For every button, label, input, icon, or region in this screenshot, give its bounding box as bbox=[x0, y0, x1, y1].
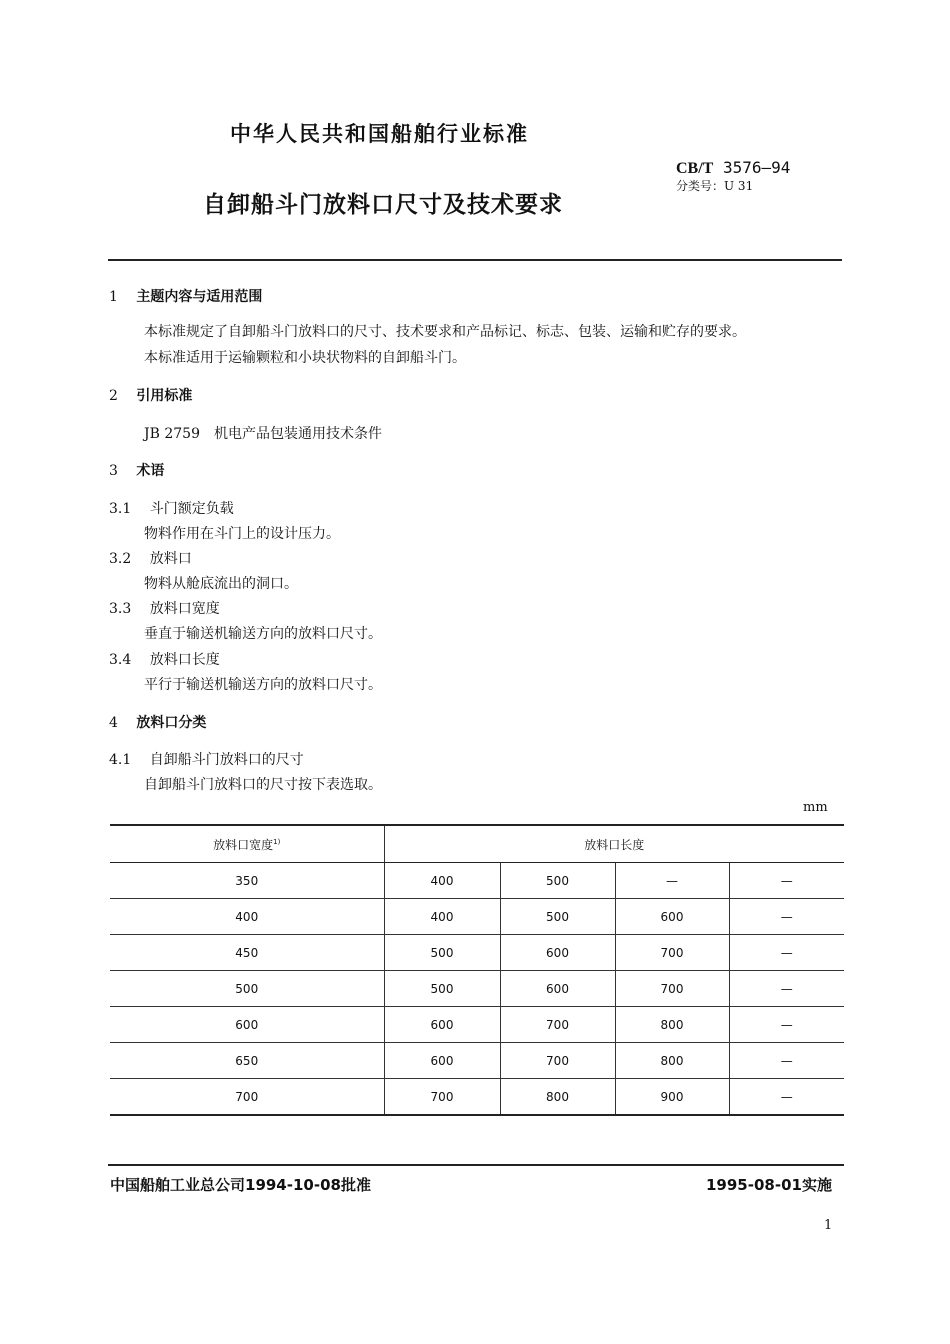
cell-length: 400 bbox=[384, 899, 500, 935]
cell-length: 800 bbox=[615, 1043, 729, 1079]
cell-length: — bbox=[615, 863, 729, 899]
header-rule bbox=[108, 259, 842, 261]
section-4-heading bbox=[109, 712, 206, 732]
cell-length: 700 bbox=[615, 935, 729, 971]
dimension-table bbox=[110, 824, 844, 1116]
cell-length: 900 bbox=[615, 1079, 729, 1116]
cell-length: 500 bbox=[384, 935, 500, 971]
subsection-4-1 bbox=[109, 749, 304, 769]
section-title: 主题内容与适用范围 bbox=[136, 289, 263, 305]
standard-code bbox=[676, 158, 790, 178]
term-definition: 物料从舱底流出的洞口。 bbox=[144, 576, 298, 592]
cell-length: — bbox=[729, 971, 844, 1007]
term-3-3 bbox=[109, 598, 220, 618]
section-number: 4 bbox=[109, 715, 118, 731]
cell-width: 400 bbox=[110, 899, 384, 935]
cell-length: 600 bbox=[384, 1007, 500, 1043]
term-3-4 bbox=[109, 649, 220, 669]
paragraph: 本标准适用于运输颗粒和小块状物料的自卸船斗门。 bbox=[144, 350, 466, 366]
cell-length: 400 bbox=[384, 863, 500, 899]
org-title: 中华人民共和国船舶行业标准 bbox=[230, 122, 529, 146]
paragraph: 自卸船斗门放料口的尺寸按下表选取。 bbox=[144, 777, 382, 793]
cell-length: — bbox=[729, 1007, 844, 1043]
cell-length: 700 bbox=[500, 1007, 615, 1043]
term-3-1 bbox=[109, 498, 234, 518]
term-number: 3.2 bbox=[109, 551, 132, 567]
cell-length: 500 bbox=[500, 899, 615, 935]
section-number: 2 bbox=[109, 388, 118, 404]
effective-date: 1995-08-01实施 bbox=[706, 1176, 832, 1194]
term-name: 放料口长度 bbox=[149, 652, 220, 668]
footnote-marker: 1) bbox=[273, 837, 281, 846]
section-title: 放料口分类 bbox=[136, 715, 207, 731]
table-row bbox=[110, 1079, 844, 1116]
cell-length: 700 bbox=[615, 971, 729, 1007]
term-definition: 物料作用在斗门上的设计压力。 bbox=[144, 526, 340, 542]
table-row bbox=[110, 1043, 844, 1079]
cell-width: 650 bbox=[110, 1043, 384, 1079]
term-name: 放料口 bbox=[149, 551, 192, 567]
cell-width: 600 bbox=[110, 1007, 384, 1043]
approval-date: 中国船舶工业总公司1994-10-08批准 bbox=[110, 1176, 371, 1194]
term-3-2 bbox=[109, 548, 192, 568]
cell-length: 800 bbox=[500, 1079, 615, 1116]
table-row bbox=[110, 863, 844, 899]
footer-rule bbox=[108, 1164, 844, 1166]
standard-number: 3576—94 bbox=[722, 158, 791, 177]
paragraph: JB 2759 机电产品包装通用技术条件 bbox=[144, 426, 382, 442]
table-unit: mm bbox=[803, 800, 828, 815]
term-name: 斗门额定负载 bbox=[149, 501, 234, 517]
term-definition: 垂直于输送机输送方向的放料口尺寸。 bbox=[144, 626, 382, 642]
term-definition: 平行于输送机输送方向的放料口尺寸。 bbox=[144, 677, 382, 693]
cell-length: 700 bbox=[384, 1079, 500, 1116]
section-number: 3 bbox=[109, 463, 118, 479]
header-width-label: 放料口宽度 bbox=[213, 837, 274, 852]
section-title: 引用标准 bbox=[136, 388, 193, 404]
paragraph: 本标准规定了自卸船斗门放料口的尺寸、技术要求和产品标记、标志、包装、运输和贮存的要求。 bbox=[144, 324, 746, 340]
document-title: 自卸船斗门放料口尺寸及技术要求 bbox=[203, 192, 563, 218]
cell-length: 500 bbox=[384, 971, 500, 1007]
cell-width: 500 bbox=[110, 971, 384, 1007]
cell-length: 600 bbox=[500, 935, 615, 971]
cell-width: 450 bbox=[110, 935, 384, 971]
cell-length: — bbox=[729, 1079, 844, 1116]
header-width bbox=[110, 825, 384, 863]
cell-width: 350 bbox=[110, 863, 384, 899]
term-number: 3.1 bbox=[109, 501, 132, 517]
cell-length: — bbox=[729, 935, 844, 971]
section-2-heading bbox=[109, 385, 192, 405]
classification-number: 分类号：U 31 bbox=[676, 179, 754, 193]
term-number: 3.3 bbox=[109, 601, 132, 617]
table-row bbox=[110, 935, 844, 971]
section-title: 术语 bbox=[136, 463, 165, 479]
section-3-heading bbox=[109, 460, 164, 480]
header-length: 放料口长度 bbox=[384, 825, 844, 863]
page-number: 1 bbox=[824, 1218, 833, 1233]
table-row bbox=[110, 971, 844, 1007]
table-header-row bbox=[110, 825, 844, 863]
subsection-title: 自卸船斗门放料口的尺寸 bbox=[149, 752, 304, 768]
cell-length: 600 bbox=[500, 971, 615, 1007]
cell-length: 700 bbox=[500, 1043, 615, 1079]
subsection-number: 4.1 bbox=[109, 752, 132, 768]
cell-length: 800 bbox=[615, 1007, 729, 1043]
table-row bbox=[110, 1007, 844, 1043]
cell-length: 500 bbox=[500, 863, 615, 899]
term-name: 放料口宽度 bbox=[149, 601, 220, 617]
section-number: 1 bbox=[109, 289, 118, 305]
cell-width: 700 bbox=[110, 1079, 384, 1116]
cell-length: — bbox=[729, 899, 844, 935]
table-row bbox=[110, 899, 844, 935]
standard-prefix: CB/T bbox=[676, 160, 714, 177]
section-1-heading bbox=[109, 286, 262, 306]
cell-length: — bbox=[729, 1043, 844, 1079]
term-number: 3.4 bbox=[109, 652, 132, 668]
cell-length: 600 bbox=[384, 1043, 500, 1079]
cell-length: 600 bbox=[615, 899, 729, 935]
cell-length: — bbox=[729, 863, 844, 899]
